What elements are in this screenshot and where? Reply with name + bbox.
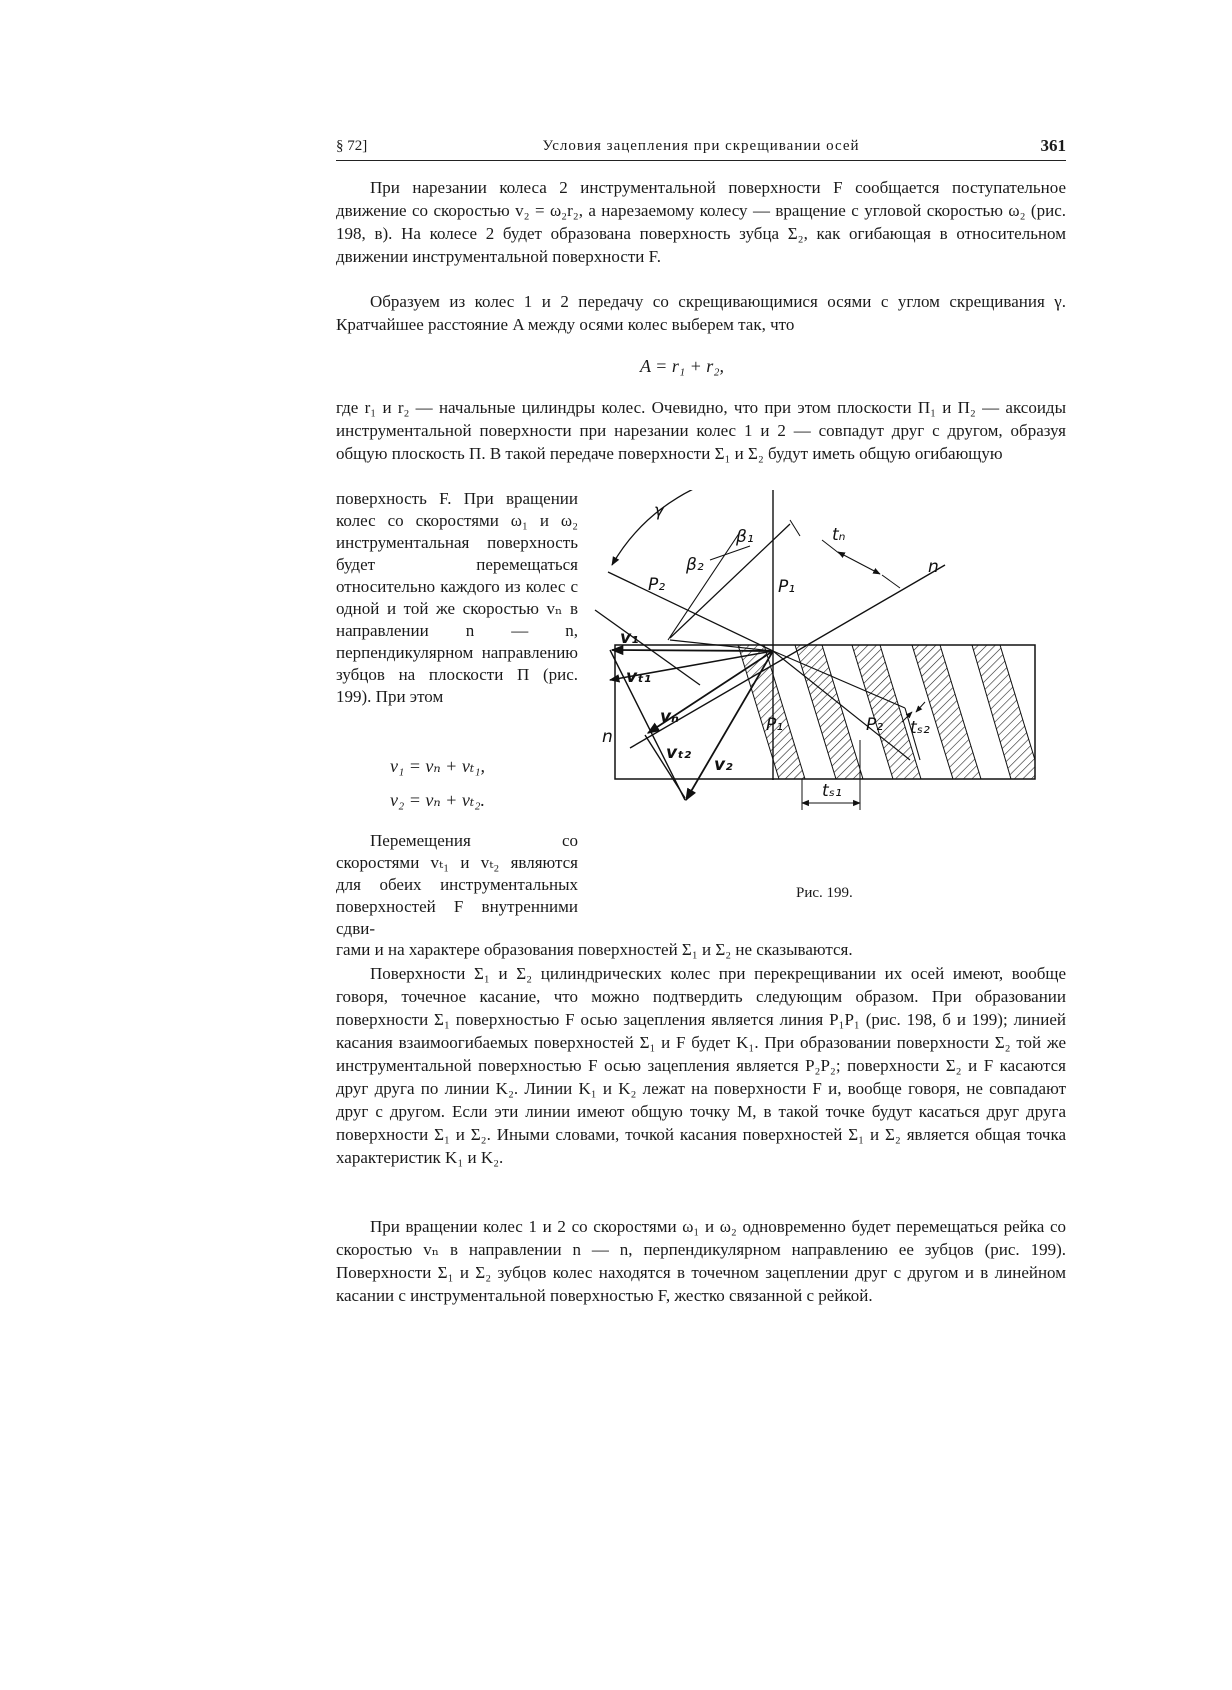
label-ts2: tₛ₂: [910, 718, 930, 738]
label-p2-left: P₂: [648, 575, 666, 595]
label-p1-top: P₁: [778, 577, 796, 597]
paragraph-2: Образуем из колес 1 и 2 передачу со скрещивающимися осями с углом скрещивания γ. Кратчайшее расстояние A между осями колес выберем так, что: [336, 292, 1066, 334]
vector-v1: [612, 650, 773, 651]
label-beta1: β₁: [736, 527, 754, 547]
label-ts1: tₛ₁: [822, 781, 842, 801]
equation-v1: v₁ = vₙ + vₜ₁,: [390, 756, 486, 776]
label-n-bottom: n: [602, 727, 613, 747]
label-beta2: β₂: [686, 555, 704, 575]
label-n-top: n: [928, 557, 939, 577]
figure-199: [590, 490, 1080, 875]
header-title: Условия зацепления при скрещивании осей: [542, 138, 860, 154]
label-gamma: γ: [654, 501, 665, 521]
figure-caption: Рис. 199.: [796, 885, 853, 901]
paragraph-1: При нарезании колеса 2 инструментальной поверхности F сообщается поступательное движение со скоростью v₂ = ω₂r₂, а нарезаемому колесу — вращение с угловой скоростью ω₂ (рис. 198, в). На колесе 2 будет образована поверхность зубца Σ₂, как огибающая в относительном движении инструментальной поверхности F.: [336, 178, 1066, 266]
vector-v2: [686, 651, 773, 800]
label-tn: tₙ: [832, 525, 846, 545]
label-vt1: vₜ₁: [626, 667, 652, 687]
side-column-text-2: Перемещения со скоростями vₜ₁ и vₜ₂ являются для обеих инструментальных поверхностей F внутренними сдви-: [336, 831, 578, 938]
running-header: [336, 136, 1066, 161]
hatched-teeth: [738, 645, 1035, 779]
label-vn: vₙ: [660, 707, 679, 727]
label-p1-bottom: P₁: [766, 715, 784, 735]
section-number: § 72]: [336, 138, 368, 154]
label-v1: v₁: [620, 628, 639, 648]
paragraph-4-continued: гами и на характере образования поверхностей Σ₁ и Σ₂ не сказываются.: [336, 940, 853, 959]
paragraph-6: При вращении колес 1 и 2 со скоростями ω₁ и ω₂ одновременно будет перемещаться рейка со скоростью vₙ в направлении n — n, перпендикулярном направлению ее зубцов (рис. 199). Поверхности Σ₁ и Σ₂ зубцов колес находятся в точечном зацеплении друг с другом и в линейном касании с инструментальной поверхностью F, жестко связанной с рейкой.: [336, 1217, 1066, 1305]
label-p2-bottom: P₂: [866, 715, 884, 735]
equation-distance: A = r₁ + r₂,: [640, 356, 724, 376]
label-v2: v₂: [714, 755, 733, 775]
equation-v2: v₂ = vₙ + vₜ₂.: [390, 790, 486, 810]
page-number: 361: [1040, 136, 1066, 155]
side-column-text-1: поверхность F. При вращении колес со скоростями ω₁ и ω₂ инструментальная поверхность будет перемещаться относительно каждого из колес с одной и той же скоростью vₙ в направлении n — n, перпендикулярном направлению зубцов на плоскости Π (рис. 199). При этом: [336, 489, 578, 706]
paragraph-5: Поверхности Σ₁ и Σ₂ цилиндрических колес при перекрещивании их осей имеют, вообще говоря, точечное касание, что можно подтвердить следующим образом. При образовании поверхности Σ₁ поверхностью F осью зацепления является линия P₁P₁ (рис. 198, б и 199); линией касания взаимоогибаемых поверхностей Σ₁ и F будет K₁. При образовании поверхности Σ₂ той же инструментальной поверхностью F осью зацепления является P₂P₂; поверхности Σ₂ и F касаются друг друга по линии K₂. Линии K₁ и K₂ лежат на поверхности F и, вообще говоря, не совпадают друг с другом. Если эти линии имеют общую точку M, в такой точке будут касаться друг друга поверхности Σ₁ и Σ₂. Иными словами, точкой касания поверхностей Σ₁ и Σ₂ является общая точка характеристик K₁ и K₂.: [336, 964, 1066, 1167]
label-vt2: vₜ₂: [666, 743, 692, 763]
paragraph-3: где r₁ и r₂ — начальные цилиндры колес. Очевидно, что при этом плоскости Π₁ и Π₂ — аксоиды инструментальной поверхности при нарезании колес 1 и 2 — совпадут друг с другом, образуя общую плоскость Π. В такой передаче поверхности Σ₁ и Σ₂ будут иметь общую огибающую: [336, 398, 1066, 463]
